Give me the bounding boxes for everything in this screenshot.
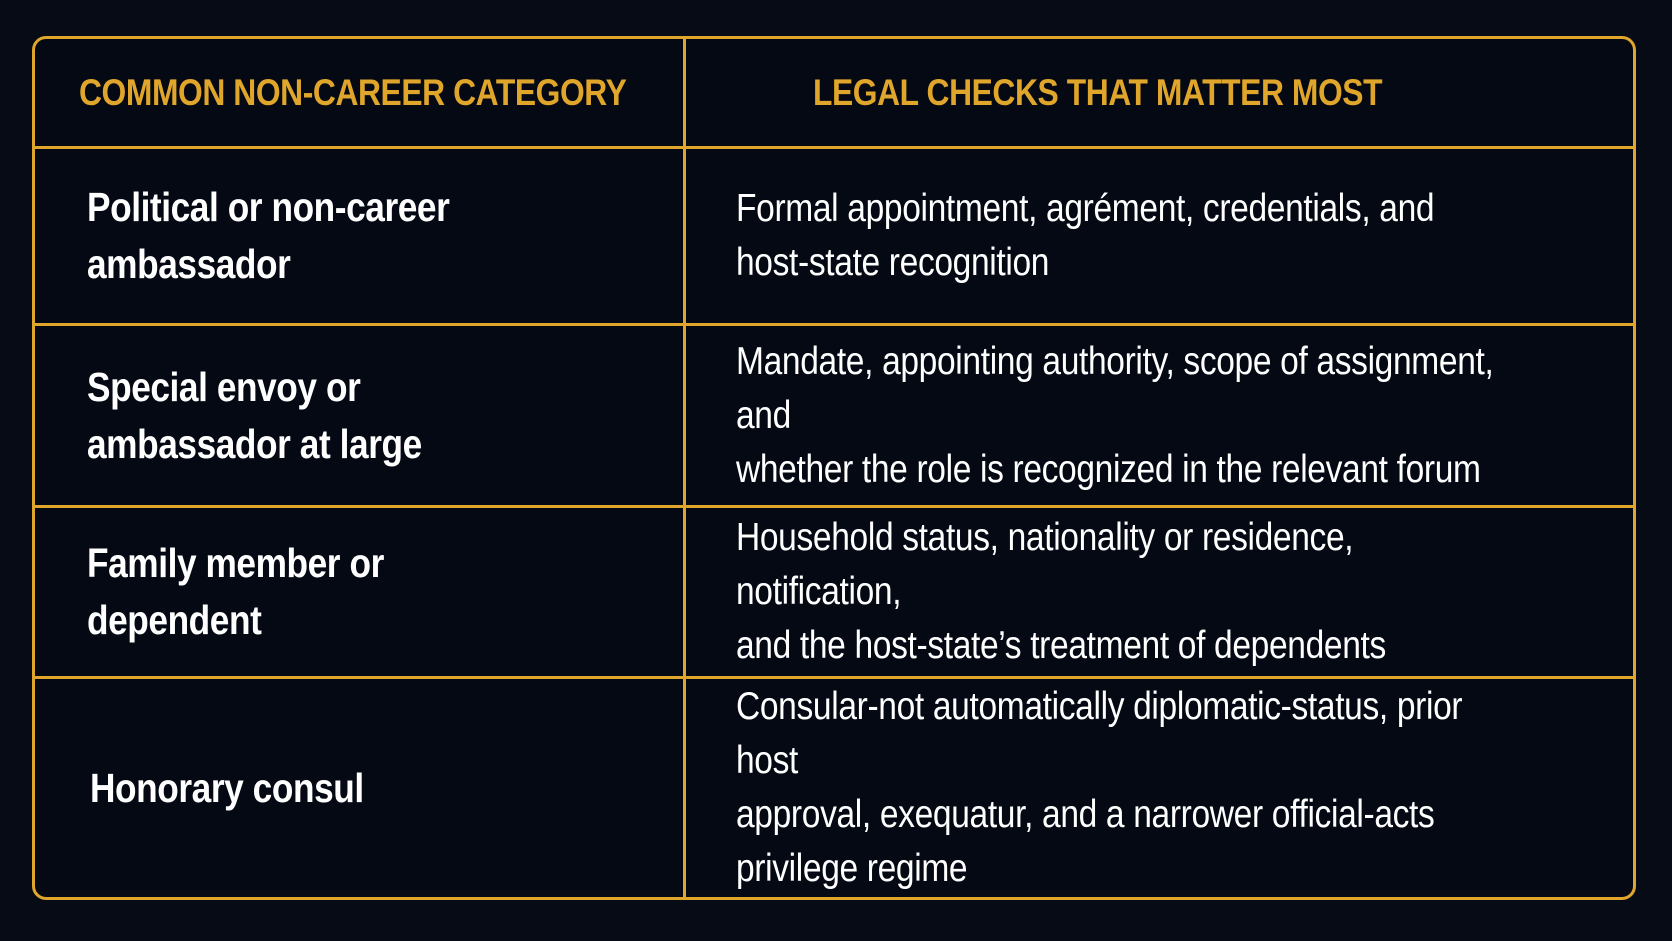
checks-text: Formal appointment, agrément, credentials, and host-state recognition [736, 187, 1435, 284]
category-text: Political or non-career ambassador [87, 184, 450, 287]
category-cell [35, 679, 686, 897]
column-header-category: COMMON NON-CAREER CATEGORY [79, 71, 627, 113]
checks-cell [686, 508, 1633, 676]
column-header-checks: LEGAL CHECKS THAT MATTER MOST [813, 71, 1383, 113]
header-cell-checks [686, 39, 1633, 146]
checks-cell [686, 149, 1633, 323]
category-cell [35, 326, 686, 505]
category-text: Honorary consul [90, 764, 364, 811]
table-row [35, 323, 1633, 505]
header-cell-category [35, 39, 686, 146]
table-header-row [35, 39, 1633, 146]
table-row [35, 146, 1633, 323]
category-text: Family member or dependent [87, 540, 384, 643]
category-text: Special envoy or ambassador at large [87, 363, 422, 467]
category-cell [35, 149, 686, 323]
status-comparison-table [32, 36, 1636, 900]
category-cell [35, 508, 686, 676]
table-row [35, 676, 1633, 897]
checks-cell [686, 326, 1633, 505]
table-row [35, 505, 1633, 676]
checks-cell [686, 679, 1633, 897]
checks-text: Consular-not automatically diplomatic-status, prior host approval, exequatur, and a narrower official-acts privilege regime [736, 685, 1463, 890]
checks-text: Household status, nationality or residence, notification, and the host-state’s treatment of dependents [736, 516, 1386, 667]
checks-text: Mandate, appointing authority, scope of assignment, and whether the role is recognized in the relevant forum [736, 339, 1494, 491]
